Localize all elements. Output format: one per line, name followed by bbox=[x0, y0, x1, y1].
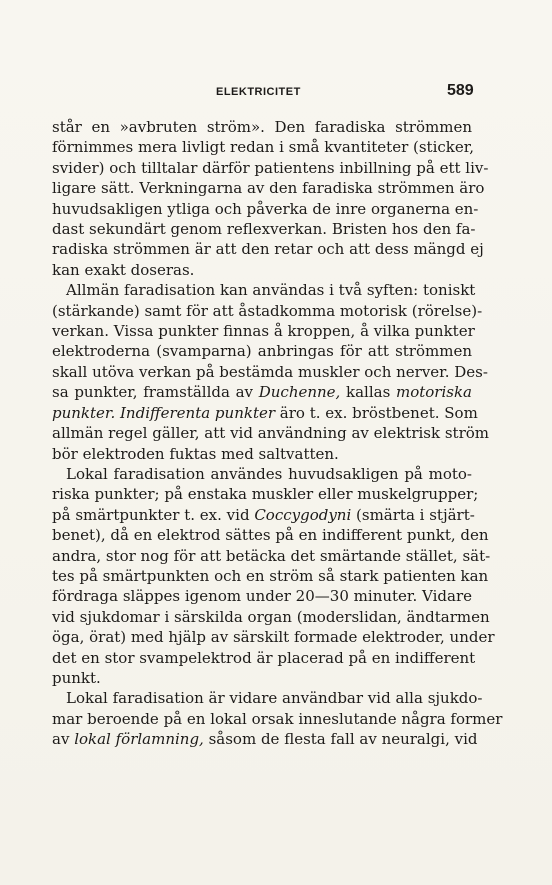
page-number: 589 bbox=[447, 82, 474, 99]
text-line: står en »avbruten ström». Den faradiska strömmen bbox=[52, 118, 472, 136]
paragraph bbox=[52, 280, 490, 464]
text-line: andra, stor nog för att betäcka det smärtande stället, sät- bbox=[52, 546, 491, 565]
text-line: verkan. Vissa punkter finnas å kroppen, å vilka punkter bbox=[52, 322, 475, 341]
text-line: huvudsakligen ytliga och påverka de inre organerna en- bbox=[52, 199, 479, 218]
body-text bbox=[52, 117, 503, 750]
italic-term: Coccygodyni bbox=[254, 505, 352, 524]
text-line: ligare sätt. Verkningarna av den faradiska strömmen äro bbox=[52, 179, 485, 198]
paragraph bbox=[52, 688, 503, 749]
text-line: bör elektroden fuktas med saltvatten. bbox=[52, 444, 339, 463]
paragraph bbox=[52, 117, 489, 280]
text-line: elektroderna (svamparna) anbringas för att strömmen bbox=[52, 342, 472, 361]
text-line: allmän regel gäller, att vid användning av elektrisk ström bbox=[52, 424, 490, 443]
italic-term: lokal förlamning, bbox=[74, 730, 204, 749]
text-line: mar beroende på en lokal orsak inneslutande några former bbox=[52, 709, 503, 728]
running-title: ELEKTRICITET bbox=[216, 86, 301, 98]
text-line: vid sjukdomar i särskilda organ (moderslidan, ändtarmen bbox=[52, 607, 490, 626]
text-line: öga, örat) med hjälp av särskilt formade elektroder, under bbox=[52, 628, 495, 647]
text-line: det en stor svampelektrod är placerad på en indifferent bbox=[52, 648, 476, 667]
italic-term: motoriska bbox=[395, 383, 472, 402]
text-line: Allmän faradisation kan användas i två syften: toniskt bbox=[66, 281, 476, 300]
text-line: kan exakt doseras. bbox=[52, 260, 195, 279]
text-line: tes på smärtpunkten och en ström så stark patienten kan bbox=[52, 566, 489, 585]
page-header bbox=[0, 84, 552, 108]
text-line: Lokal faradisation användes huvudsakligen på moto- bbox=[66, 464, 472, 483]
text-line: av lokal förlamning, såsom de flesta fall av neuralgi, vid bbox=[52, 730, 478, 749]
italic-term: punkter. bbox=[52, 403, 116, 422]
text-line: benet), då en elektrod sättes på en indifferent punkt, den bbox=[52, 526, 489, 545]
text-line: Lokal faradisation är vidare användbar vid alla sjukdo- bbox=[66, 689, 483, 708]
text-line: skall utöva verkan på bestämda muskler och nerver. Des- bbox=[52, 362, 488, 381]
italic-name: Duchenne, bbox=[258, 383, 341, 402]
text-line: sa punkter, framställda av Duchenne, kallas motoriska bbox=[52, 383, 472, 402]
paragraph bbox=[52, 464, 495, 688]
text-line: dast sekundärt genom reflexverkan. Bristen hos den fa- bbox=[52, 220, 476, 239]
text-line: svider) och tilltalar därför patientens inbillning på ett liv- bbox=[52, 158, 489, 177]
text-line: radiska strömmen är att den retar och att dess mängd ej bbox=[52, 240, 484, 259]
text-line: punkter. Indifferenta punkter äro t. ex. bröstbenet. Som bbox=[52, 403, 478, 422]
text-line: (stärkande) samt för att åstadkomma motorisk (rörelse)- bbox=[52, 301, 483, 320]
text-line: punkt. bbox=[52, 668, 101, 687]
text-line: på smärtpunkter t. ex. vid Coccygodyni (smärta i stjärt- bbox=[52, 505, 475, 524]
italic-term: Indifferenta punkter bbox=[120, 403, 276, 422]
text-line: förnimmes mera livligt redan i små kvantiteter (sticker, bbox=[52, 138, 475, 157]
text-line: fördraga släppes igenom under 20—30 minuter. Vidare bbox=[52, 587, 472, 606]
text-line: riska punkter; på enstaka muskler eller muskelgrupper; bbox=[52, 485, 479, 504]
